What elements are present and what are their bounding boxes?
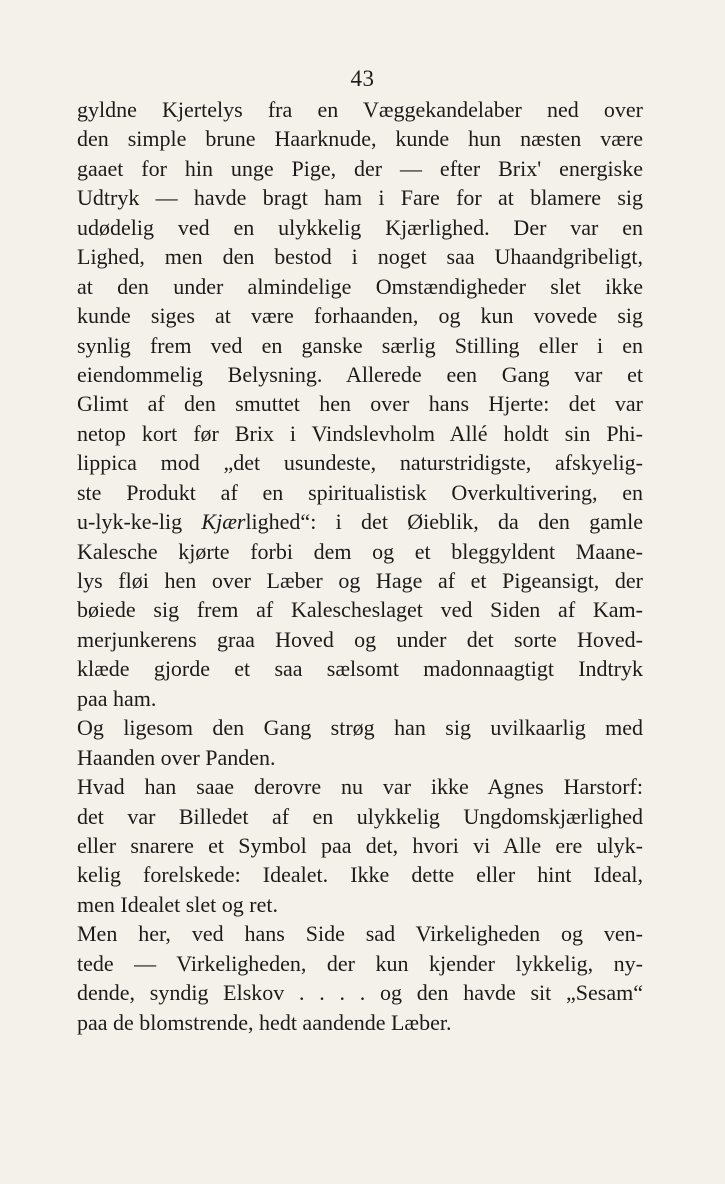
text-line: udødelig ved en ulykkelig Kjærlighed. Der var en <box>77 214 643 240</box>
text-line: det var Billedet af en ulykkelig Ungdomskjærlighed <box>77 803 643 829</box>
text-line: merjunkerens graa Hoved og under det sorte Hoved- <box>77 626 643 652</box>
text-line: den simple brune Haarknude, kunde hun næsten være <box>77 126 643 152</box>
text-line: eller snarere et Symbol paa det, hvori vi Alle ere ulyk- <box>77 832 643 858</box>
text-line: Lighed, men den bestod i noget saa Uhaandgribeligt, <box>77 244 643 270</box>
text-line: at den under almindelige Omstændigheder slet ikke <box>77 273 643 299</box>
text-line: gyldne Kjertelys fra en Væggekandelaber ned over <box>77 97 643 122</box>
text-line: tede — Virkeligheden, der kun kjender lykkelig, ny- <box>77 950 643 976</box>
text-line: kunde siges at være forhaanden, og kun vovede sig <box>77 303 643 329</box>
text-line: Hvad han saae derovre nu var ikke Agnes Harstorf: <box>77 774 643 800</box>
body-text <box>77 95 643 1037</box>
text-line: u-lyk-ke-lig Kjærlighed“: i det Øieblik, da den gamle <box>77 509 643 535</box>
text-line: synlig frem ved en ganske særlig Stilling eller i en <box>77 332 643 358</box>
text-line: klæde gjorde et saa sælsomt madonnaagtigt Indtryk <box>77 656 643 682</box>
text-line: dende, syndig Elskov . . . . og den havde sit „Sesam“ <box>77 980 643 1006</box>
text-line: Men her, ved hans Side sad Virkeligheden og ven- <box>77 921 643 947</box>
text-line: paa de blomstrende, hedt aandende Læber. <box>77 1009 452 1035</box>
text-line: Kalesche kjørte forbi dem og et bleggyldent Maane- <box>77 538 643 564</box>
text-line: gaaet for hin unge Pige, der — efter Brix' energiske <box>77 155 643 181</box>
text-line: lys fløi hen over Læber og Hage af et Pigeansigt, der <box>77 568 643 593</box>
italic-emphasis: Kjær <box>201 509 246 535</box>
text-line: lippica mod „det usundeste, naturstridigste, afskyelig- <box>77 450 643 476</box>
text-line: ste Produkt af en spiritualistisk Overkultivering, en <box>77 479 643 505</box>
text-line: Glimt af den smuttet hen over hans Hjerte: det var <box>77 391 643 417</box>
text-line: bøiede sig frem af Kalescheslaget ved Siden af Kam- <box>77 597 643 623</box>
text-line: paa ham. <box>77 685 157 711</box>
text-line: netop kort før Brix i Vindslevholm Allé holdt sin Phi- <box>77 420 643 446</box>
text-line: Og ligesom den Gang strøg han sig uvilkaarlig med <box>77 715 643 741</box>
text-line: men Idealet slet og ret. <box>77 891 278 917</box>
text-line: eiendommelig Belysning. Allerede een Gang var et <box>77 361 643 387</box>
text-line: Udtryk — havde bragt ham i Fare for at blamere sig <box>77 185 643 211</box>
text-line: Haanden over Panden. <box>77 744 276 770</box>
text-line: kelig forelskede: Idealet. Ikke dette eller hint Ideal, <box>77 862 643 888</box>
page-number: 43 <box>350 66 375 91</box>
